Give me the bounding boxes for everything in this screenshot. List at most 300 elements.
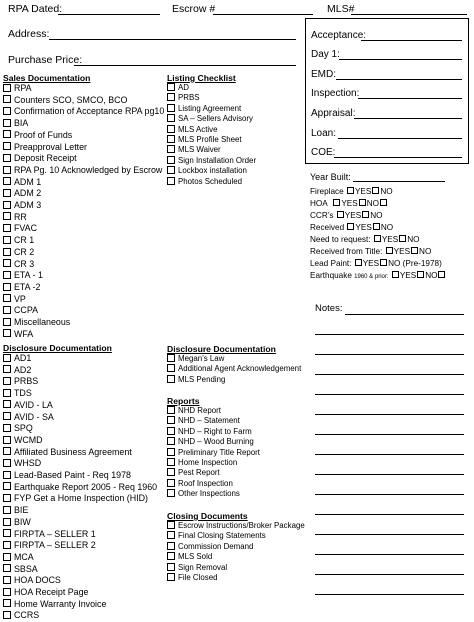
checkbox[interactable]	[167, 93, 175, 101]
disclosure-item-earthquake-report-2005-req-1960	[3, 482, 157, 494]
disclosure2-item-mls-pending	[167, 375, 301, 385]
item-label: CCPA	[14, 305, 38, 316]
notes-line[interactable]	[315, 534, 464, 535]
checkbox[interactable]	[3, 447, 11, 455]
closing-item-sign-removal	[167, 563, 305, 573]
reports-item-roof-inspection	[167, 479, 260, 489]
address-field[interactable]	[49, 39, 296, 40]
item-label: MLS Active	[178, 124, 218, 134]
reports-item-home-inspection	[167, 458, 260, 468]
checkbox[interactable]	[167, 531, 175, 539]
sales-item-proof-of-funds	[3, 130, 164, 142]
key-dates-box	[305, 18, 469, 164]
notes-line[interactable]	[315, 494, 464, 495]
year-built-field[interactable]	[353, 181, 445, 182]
item-label: RR	[14, 211, 27, 222]
checkbox[interactable]	[167, 364, 175, 372]
disclosure-item-wcmd	[3, 435, 157, 447]
fireplace-no-checkbox[interactable]	[372, 187, 379, 194]
item-label: File Closed	[178, 573, 218, 583]
disclosure-item-whsd	[3, 458, 157, 470]
hoa-yes-checkbox[interactable]	[333, 199, 340, 206]
ccrs-yes-checkbox[interactable]	[337, 211, 344, 218]
notes-line[interactable]	[315, 514, 464, 515]
notes-line[interactable]	[315, 394, 464, 395]
item-label: SBSA	[14, 563, 38, 574]
reports-item-nhd-report	[167, 406, 260, 416]
earthquake-year-note: 1960 & prior:	[354, 274, 389, 280]
closing-documents-section	[167, 511, 305, 583]
checkbox[interactable]	[3, 459, 11, 467]
item-label: WFA	[14, 328, 34, 339]
fireplace-yes-checkbox[interactable]	[347, 187, 354, 194]
received-row	[310, 223, 393, 232]
item-label: Miscellaneous	[14, 317, 71, 328]
received-from-title-label: Received from Title:	[310, 247, 383, 256]
checkbox[interactable]	[167, 156, 175, 164]
checkbox[interactable]	[167, 489, 175, 497]
checkbox[interactable]	[3, 294, 11, 302]
emd-field[interactable]	[336, 79, 462, 80]
item-label: Megan’s Law	[178, 354, 225, 363]
notes-line-first[interactable]	[345, 314, 464, 315]
yes-label: YES	[341, 199, 358, 208]
closing-item-final-closing-statements	[167, 531, 305, 541]
item-label: NHD – Right to Farm	[178, 426, 252, 436]
need-to-request-label: Need to request:	[310, 235, 371, 244]
checkbox[interactable]	[167, 542, 175, 550]
earthquake-extra-checkbox[interactable]	[438, 271, 445, 278]
checkbox[interactable]	[167, 166, 175, 174]
checkbox[interactable]	[3, 588, 11, 596]
checkbox[interactable]	[3, 482, 11, 490]
checkbox[interactable]	[3, 142, 11, 150]
item-label: CR 3	[14, 258, 35, 269]
coe-label: COE:	[311, 147, 336, 158]
disclosure2-item-additional-agent-acknowledgement	[167, 364, 301, 374]
no-label: NO	[380, 187, 393, 196]
item-label: SA – Sellers Advisory	[178, 114, 253, 124]
disclosure-item-avid-sa	[3, 412, 157, 424]
item-label: NHD – Wood Burning	[178, 437, 254, 447]
listing-item-listing-agreement	[167, 104, 256, 114]
checkbox[interactable]	[167, 521, 175, 529]
closing-item-commission-demand	[167, 542, 305, 552]
item-label: RPA Pg. 10 Acknowledged by Escrow	[14, 164, 163, 175]
item-label: VP	[14, 293, 26, 304]
lead-paint-yes-checkbox[interactable]	[355, 259, 362, 266]
earthquake-row	[310, 271, 446, 280]
disclosure-documentation-section	[3, 343, 157, 622]
disclosure-item-sbsa	[3, 564, 157, 576]
checkbox[interactable]	[167, 458, 175, 466]
item-label: Confirmation of Acceptance RPA pg10	[14, 106, 165, 117]
sales-item-eta-2	[3, 282, 164, 294]
checkbox[interactable]	[3, 154, 11, 162]
item-label: Escrow Instructions/Broker Package	[178, 521, 305, 530]
yes-label: YES	[344, 211, 362, 220]
checkbox[interactable]	[3, 212, 11, 220]
checkbox[interactable]	[3, 166, 11, 174]
listing-item-photos-scheduled	[167, 177, 256, 187]
need-to-request-row	[310, 235, 420, 244]
checkbox[interactable]	[167, 114, 175, 122]
closing-item-escrow-instructions-broker-package	[167, 521, 305, 531]
sales-item-miscellaneous	[3, 317, 164, 329]
item-label: HOA DOCS	[14, 575, 61, 586]
reports-item-pest-report	[167, 468, 260, 478]
notes-line[interactable]	[315, 574, 464, 575]
year-built-label: Year Built:	[310, 172, 351, 182]
checkbox[interactable]	[3, 306, 11, 314]
hoa-no-checkbox[interactable]	[359, 199, 366, 206]
loan-label: Loan:	[311, 128, 337, 139]
item-label: BIA	[14, 118, 29, 129]
received-from-title-no-checkbox[interactable]	[411, 247, 418, 254]
checkbox[interactable]	[167, 125, 175, 133]
notes-line[interactable]	[315, 454, 464, 455]
item-label: FIRPTA – SELLER 1	[14, 528, 96, 539]
checkbox[interactable]	[3, 130, 11, 138]
item-label: Other Inspections	[178, 489, 240, 499]
notes-line[interactable]	[315, 594, 464, 595]
disclosure-item-hoa-docs	[3, 575, 157, 587]
sales-item-rpa	[3, 83, 164, 95]
item-label: Preliminary Title Report	[178, 447, 260, 457]
item-label: HOA Receipt Page	[14, 587, 89, 598]
checkbox[interactable]	[3, 400, 11, 408]
checkbox[interactable]	[3, 259, 11, 267]
item-label: AD	[178, 83, 189, 92]
checkbox[interactable]	[167, 83, 175, 91]
purchase-price-label: Purchase Price:	[8, 54, 83, 66]
sales-item-rpa-pg-10-acknowledged-by-escrow	[3, 165, 164, 177]
day1-field[interactable]	[339, 59, 462, 60]
checkbox[interactable]	[3, 436, 11, 444]
disclosure-item-lead-based-paint-req-1978	[3, 470, 157, 482]
checkbox[interactable]	[167, 135, 175, 143]
item-label: MLS Waiver	[178, 145, 221, 155]
checkbox[interactable]	[3, 576, 11, 584]
checkbox[interactable]	[167, 448, 175, 456]
item-label: Additional Agent Acknowledgement	[178, 364, 302, 374]
sales-item-confirmation-of-acceptance-rpa-pg10	[3, 106, 164, 118]
closing-item-mls-sold	[167, 552, 305, 562]
checkbox[interactable]	[3, 354, 11, 362]
checkbox[interactable]	[167, 416, 175, 424]
lead-paint-no-checkbox[interactable]	[380, 259, 387, 266]
disclosure2-item-megan-s-law	[167, 354, 301, 364]
disclosure-item-ad1	[3, 353, 157, 365]
disclosure-item-firpta-seller-1	[3, 529, 157, 541]
item-label: AVID - LA	[14, 399, 53, 410]
reports-item-nhd-wood-burning	[167, 437, 260, 447]
checkbox[interactable]	[167, 104, 175, 112]
checkbox[interactable]	[167, 145, 175, 153]
purchase-price-field[interactable]	[74, 65, 296, 66]
checkbox[interactable]	[167, 468, 175, 476]
fireplace-row	[310, 187, 393, 196]
hoa-extra-checkbox[interactable]	[380, 199, 387, 206]
item-label: Deposit Receipt	[14, 153, 77, 164]
item-label: ADM 2	[14, 188, 42, 199]
item-label: FVAC	[14, 223, 38, 234]
sales-documentation-title: Sales Documentation	[3, 73, 91, 83]
rpa-dated-label: RPA Dated:	[8, 3, 63, 15]
need-to-request-no-checkbox[interactable]	[399, 235, 406, 242]
disclosure-item-mca	[3, 552, 157, 564]
item-label: Commission Demand	[178, 541, 254, 551]
disclosure-item-bie	[3, 505, 157, 517]
sales-item-fvac	[3, 223, 164, 235]
inspection-label: Inspection:	[311, 88, 360, 99]
mls-label: MLS#	[327, 3, 355, 15]
acceptance-field[interactable]	[361, 40, 462, 41]
pre1978-note: (Pre-1978)	[402, 259, 442, 268]
item-label: WCMD	[14, 434, 43, 445]
sales-item-adm-2	[3, 188, 164, 200]
checkbox[interactable]	[3, 283, 11, 291]
disclosure-item-ad2	[3, 365, 157, 377]
checkbox[interactable]	[3, 224, 11, 232]
notes-label: Notes:	[315, 303, 343, 314]
checkbox[interactable]	[3, 95, 11, 103]
item-label: SPQ	[14, 423, 33, 434]
item-label: AVID - SA	[14, 411, 54, 422]
sales-item-counters-sco-smco-bco	[3, 95, 164, 107]
item-label: MLS Sold	[178, 552, 213, 562]
checkbox[interactable]	[167, 552, 175, 560]
listing-item-mls-active	[167, 125, 256, 135]
coe-field[interactable]	[334, 157, 462, 158]
hoa-label: HOA	[310, 199, 328, 208]
disclosure-item-firpta-seller-2	[3, 540, 157, 552]
no-label: NO	[380, 223, 394, 232]
checkbox[interactable]	[3, 494, 11, 502]
sales-item-deposit-receipt	[3, 153, 164, 165]
notes-line[interactable]	[315, 474, 464, 475]
checkbox[interactable]	[3, 529, 11, 537]
appraisal-label: Appraisal:	[311, 108, 356, 119]
reports-item-other-inspections	[167, 489, 260, 499]
lead-paint-label: Lead Paint:	[310, 259, 352, 268]
item-label: ADM 3	[14, 200, 42, 211]
item-label: AD1	[14, 353, 32, 363]
disclosure-item-spq	[3, 423, 157, 435]
item-label: Sign Installation Order	[178, 155, 257, 165]
received-no-checkbox[interactable]	[373, 223, 380, 230]
ccrs-row	[310, 211, 382, 220]
reports-item-preliminary-title-report	[167, 448, 260, 458]
fireplace-label: Fireplace	[310, 187, 344, 196]
disclosure-documentation-2-list	[167, 354, 301, 385]
item-label: NHD Report	[178, 406, 221, 415]
item-label: FYP Get a Home Inspection (HID)	[14, 493, 148, 504]
loan-field[interactable]	[338, 138, 462, 139]
disclosure-item-hoa-receipt-page	[3, 587, 157, 599]
notes-line[interactable]	[315, 434, 464, 435]
checkbox[interactable]	[167, 573, 175, 581]
disclosure-item-biw	[3, 517, 157, 529]
received-from-title-row	[310, 247, 431, 256]
mls-field[interactable]	[351, 14, 467, 15]
yes-label: YES	[381, 235, 399, 244]
checkbox[interactable]	[3, 248, 11, 256]
notes-line[interactable]	[315, 334, 464, 335]
lead-paint-row	[310, 259, 442, 268]
listing-checklist-list	[167, 83, 256, 187]
checkbox[interactable]	[167, 177, 175, 185]
address-label: Address:	[8, 28, 50, 40]
item-label: Home Inspection	[178, 458, 238, 468]
earthquake-no-checkbox[interactable]	[417, 271, 424, 278]
checkbox[interactable]	[167, 354, 175, 362]
item-label: RPA	[14, 83, 32, 93]
checkbox[interactable]	[3, 599, 11, 607]
item-label: FIRPTA – SELLER 2	[14, 540, 96, 551]
checkbox[interactable]	[167, 563, 175, 571]
checkbox[interactable]	[167, 375, 175, 383]
closing-item-file-closed	[167, 573, 305, 583]
checkbox[interactable]	[3, 365, 11, 373]
listing-item-sa-sellers-advisory	[167, 114, 256, 124]
checkbox[interactable]	[3, 189, 11, 197]
sales-item-cr-3	[3, 259, 164, 271]
checkbox[interactable]	[3, 84, 11, 92]
item-label: Sign Removal	[178, 562, 228, 572]
checkbox[interactable]	[3, 377, 11, 385]
inspection-field[interactable]	[358, 98, 462, 99]
item-label: ETA -2	[14, 281, 41, 292]
received-label: Received	[310, 223, 345, 232]
no-label: NO	[425, 271, 438, 280]
no-label: NO	[388, 259, 401, 268]
checkbox[interactable]	[167, 437, 175, 445]
no-label: NO	[407, 235, 420, 244]
ccrs-label: CCR’s	[310, 211, 334, 220]
checkbox[interactable]	[167, 479, 175, 487]
sales-item-bia	[3, 118, 164, 130]
notes-line[interactable]	[315, 354, 464, 355]
item-label: AD2	[14, 364, 32, 375]
item-label: MCA	[14, 551, 34, 562]
item-label: NHD – Statement	[178, 416, 240, 426]
rpa-dated-field[interactable]	[58, 14, 160, 15]
yes-label: YES	[399, 271, 417, 280]
checkbox[interactable]	[3, 389, 11, 397]
checkbox[interactable]	[167, 406, 175, 414]
disclosure-item-home-warranty-invoice	[3, 599, 157, 611]
listing-item-ad	[167, 83, 256, 93]
disclosure-item-ccrs	[3, 610, 157, 622]
reports-section	[167, 396, 260, 500]
item-label: Final Closing Statements	[178, 531, 266, 541]
item-label: Lockbox installation	[178, 166, 247, 176]
listing-checklist-section	[167, 73, 256, 187]
sales-item-vp	[3, 294, 164, 306]
yes-label: YES	[354, 187, 372, 196]
item-label: CR 2	[14, 246, 35, 257]
received-yes-checkbox[interactable]	[347, 223, 354, 230]
escrow-field[interactable]	[213, 14, 313, 15]
no-label: NO	[419, 247, 432, 256]
item-label: BIW	[14, 516, 31, 527]
listing-item-mls-waiver	[167, 145, 256, 155]
checkbox[interactable]	[3, 541, 11, 549]
checkbox[interactable]	[3, 271, 11, 279]
sales-item-preapproval-letter	[3, 142, 164, 154]
no-label: NO	[366, 199, 379, 208]
sales-item-rr	[3, 212, 164, 224]
reports-list	[167, 406, 260, 500]
checkbox[interactable]	[167, 427, 175, 435]
checkbox[interactable]	[3, 564, 11, 572]
checkbox[interactable]	[3, 329, 11, 337]
need-to-request-yes-checkbox[interactable]	[374, 235, 381, 242]
earthquake-yes-checkbox[interactable]	[392, 271, 399, 278]
appraisal-field[interactable]	[354, 118, 462, 119]
notes-line[interactable]	[315, 374, 464, 375]
item-label: Proof of Funds	[14, 129, 73, 140]
checkbox[interactable]	[3, 201, 11, 209]
checkbox[interactable]	[3, 236, 11, 244]
ccrs-no-checkbox[interactable]	[362, 211, 369, 218]
item-label: TDS	[14, 388, 32, 399]
no-label: NO	[370, 211, 383, 220]
item-label: WHSD	[14, 458, 42, 469]
checkbox[interactable]	[3, 424, 11, 432]
item-label: CCRS	[14, 610, 40, 621]
item-label: Earthquake Report 2005 - Req 1960	[14, 481, 158, 492]
reports-item-nhd-right-to-farm	[167, 427, 260, 437]
item-label: MLS Pending	[178, 374, 226, 384]
disclosure-item-affiliated-business-agreement	[3, 447, 157, 459]
listing-item-prbs	[167, 93, 256, 103]
received-from-title-yes-checkbox[interactable]	[386, 247, 393, 254]
earthquake-label: Earthquake	[310, 271, 352, 280]
sales-item-cr-2	[3, 247, 164, 259]
disclosure-documentation-title: Disclosure Documentation	[3, 343, 112, 353]
disclosure-item-fyp-get-a-home-inspection-hid	[3, 493, 157, 505]
item-label: CR 1	[14, 235, 35, 246]
checkbox[interactable]	[3, 412, 11, 420]
checkbox[interactable]	[3, 518, 11, 526]
checkbox[interactable]	[3, 318, 11, 326]
yes-label: YES	[362, 259, 380, 268]
checkbox[interactable]	[3, 506, 11, 514]
yes-label: YES	[393, 247, 411, 256]
notes-line[interactable]	[315, 414, 464, 415]
closing-documents-list	[167, 521, 305, 583]
acceptance-label: Acceptance:	[311, 30, 367, 41]
checkbox[interactable]	[3, 553, 11, 561]
listing-checklist-title: Listing Checklist	[167, 73, 236, 83]
checkbox[interactable]	[3, 119, 11, 127]
disclosure-documentation-list	[3, 353, 157, 622]
item-label: Affiliated Business Agreement	[14, 446, 132, 457]
disclosure-item-avid-la	[3, 400, 157, 412]
item-label: Preapproval Letter	[14, 141, 88, 152]
day1-label: Day 1:	[311, 49, 340, 60]
sales-item-adm-3	[3, 200, 164, 212]
disclosure-item-prbs	[3, 376, 157, 388]
checkbox[interactable]	[3, 177, 11, 185]
checkbox[interactable]	[3, 471, 11, 479]
sales-item-adm-1	[3, 177, 164, 189]
notes-line[interactable]	[315, 554, 464, 555]
checkbox[interactable]	[3, 107, 11, 115]
item-label: Photos Scheduled	[178, 176, 243, 186]
